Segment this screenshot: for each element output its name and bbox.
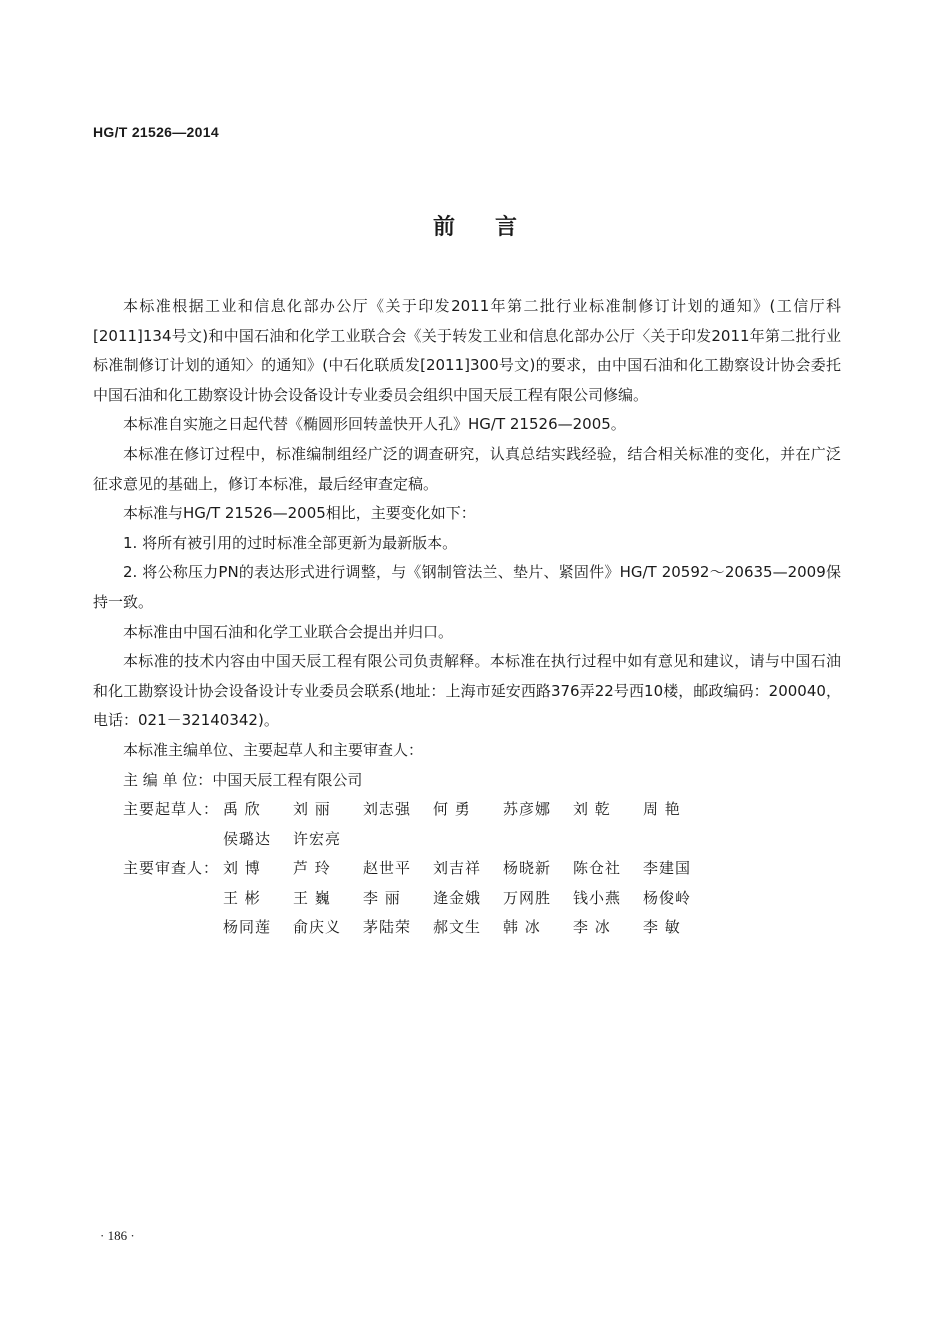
reviewers-label: 主要审查人： bbox=[123, 859, 220, 878]
reviewer-name: 赵世平 bbox=[363, 859, 412, 878]
drafters-label: 主要起草人： bbox=[123, 800, 220, 819]
standard-code: HG/T 21526—2014 bbox=[93, 124, 219, 140]
reviewer-name: 刘吉祥 bbox=[433, 859, 482, 878]
paragraph-credits-intro: 本标准主编单位、主要起草人和主要审查人： bbox=[123, 740, 424, 759]
reviewer-name: 王 彬 bbox=[223, 888, 261, 907]
reviewer-name: 逄金娥 bbox=[433, 888, 482, 907]
roster-row bbox=[123, 913, 841, 943]
drafters-roster bbox=[93, 795, 841, 854]
drafter-name: 刘 乾 bbox=[573, 800, 611, 819]
preface-body bbox=[93, 292, 841, 943]
reviewer-name: 李 丽 bbox=[363, 888, 401, 907]
reviewer-name: 李 冰 bbox=[573, 918, 611, 937]
reviewer-name: 李 敏 bbox=[643, 918, 681, 937]
change-item-1: 1. 将所有被引用的过时标准全部更新为最新版本。 bbox=[123, 533, 458, 552]
roster-row bbox=[123, 825, 841, 855]
reviewer-names bbox=[223, 854, 713, 884]
reviewer-name: 郝文生 bbox=[433, 918, 482, 937]
paragraph-revision-process: 本标准在修订过程中，标准编制组经广泛的调查研究，认真总结实践经验，结合相关标准的变化，并在广泛征求意见的基础上，修订本标准，最后经审查定稿。 bbox=[93, 444, 841, 493]
reviewer-name: 俞庆义 bbox=[293, 918, 342, 937]
reviewer-name: 茅陆荣 bbox=[363, 918, 412, 937]
drafter-name: 禹 欣 bbox=[223, 800, 261, 819]
reviewer-name: 杨俊岭 bbox=[643, 888, 692, 907]
reviewer-name: 韩 冰 bbox=[503, 918, 541, 937]
reviewer-name: 万网胜 bbox=[503, 888, 552, 907]
paragraph-proposer: 本标准由中国石油和化学工业联合会提出并归口。 bbox=[123, 622, 454, 641]
reviewer-name: 陈仓社 bbox=[573, 859, 622, 878]
reviewer-name: 刘 博 bbox=[223, 859, 261, 878]
roster-row bbox=[123, 884, 841, 914]
paragraph-main-changes: 本标准与HG/T 21526—2005相比，主要变化如下： bbox=[123, 504, 476, 523]
paragraph-replacement: 本标准自实施之日起代替《椭圆形回转盖快开人孔》HG/T 21526—2005。 bbox=[123, 415, 626, 434]
drafter-name: 许宏亮 bbox=[293, 829, 342, 848]
reviewer-names bbox=[223, 913, 713, 943]
drafter-name: 何 勇 bbox=[433, 800, 471, 819]
change-item-2: 2. 将公称压力PN的表达形式进行调整，与《钢制管法兰、垫片、紧固件》HG/T 20592～20635—2009保持一致。 bbox=[93, 563, 841, 611]
reviewer-name: 杨同莲 bbox=[223, 918, 272, 937]
chief-unit: 中国天辰工程有限公司 bbox=[212, 770, 363, 789]
reviewer-name: 杨晓新 bbox=[503, 859, 552, 878]
reviewer-names bbox=[223, 884, 713, 914]
drafter-names bbox=[223, 825, 363, 855]
paragraph-interpretation: 本标准的技术内容由中国天辰工程有限公司负责解释。本标准在执行过程中如有意见和建议，请与中国石油和化工勘察设计协会设备设计专业委员会联系(地址：上海市延安西路376弄22号西10楼，邮政编码：200040，电话：021－32140342)。 bbox=[93, 652, 841, 730]
roster-row bbox=[123, 795, 841, 825]
page-title: 前言 bbox=[432, 215, 557, 240]
drafter-names bbox=[223, 795, 713, 825]
reviewer-name: 李建国 bbox=[643, 859, 692, 878]
page-number: · 186 · bbox=[100, 1228, 135, 1243]
drafter-name: 周 艳 bbox=[643, 800, 681, 819]
reviewer-name: 芦 玲 bbox=[293, 859, 331, 878]
drafter-name: 刘 丽 bbox=[293, 800, 331, 819]
chief-unit-label: 主 编 单 位： bbox=[123, 770, 213, 789]
drafter-name: 侯璐达 bbox=[223, 829, 272, 848]
roster-spacer bbox=[123, 913, 223, 943]
roster-spacer bbox=[123, 825, 223, 855]
reviewers-roster bbox=[93, 854, 841, 943]
reviewer-name: 钱小燕 bbox=[573, 888, 622, 907]
paragraph-drafting-basis: 本标准根据工业和信息化部办公厅《关于印发2011年第二批行业标准制修订计划的通知》(工信厅科[2011]134号文)和中国石油和化学工业联合会《关于转发工业和信息化部办公厅〈关于印发2011年第二批行业标准制修订计划的通知〉的通知》(中石化联质发[2011]300号文)的要求，由中国石油和化工勘察设计协会委托中国石油和化工勘察设计协会设备设计专业委员会组织中国天辰工程有限公司修编。 bbox=[93, 297, 841, 404]
roster-row bbox=[123, 854, 841, 884]
chief-unit-line bbox=[93, 766, 841, 796]
drafter-name: 苏彦娜 bbox=[503, 800, 552, 819]
drafter-name: 刘志强 bbox=[363, 800, 412, 819]
roster-spacer bbox=[123, 884, 223, 914]
reviewer-name: 王 巍 bbox=[293, 888, 331, 907]
